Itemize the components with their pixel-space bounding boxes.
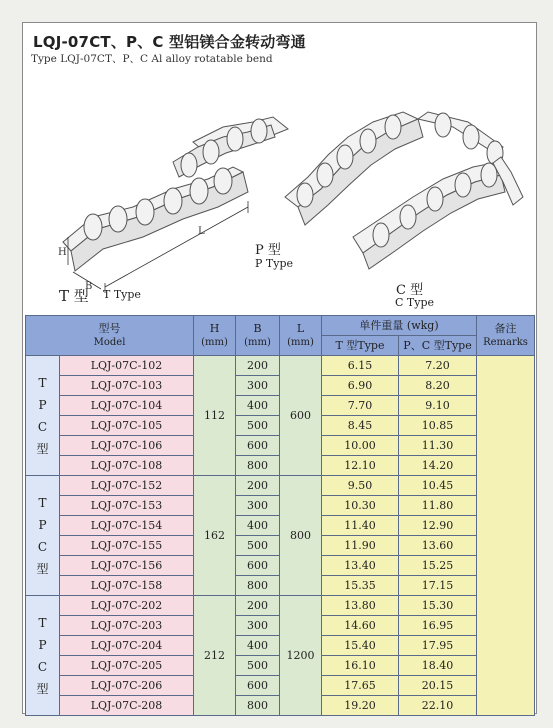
pc-weight-cell: 9.10: [399, 396, 477, 416]
pc-weight-cell: 10.85: [399, 416, 477, 436]
header-model: 型号 Model: [26, 316, 194, 356]
t-type-en-label: T Type: [103, 288, 141, 301]
t-weight-cell: 9.50: [322, 476, 399, 496]
table-row: [26, 356, 535, 376]
pc-weight-cell: 7.20: [399, 356, 477, 376]
b-cell: 300: [236, 376, 280, 396]
table-row: [26, 596, 535, 616]
pc-weight-cell: 17.95: [399, 636, 477, 656]
model-cell: LQJ-07C-104: [60, 396, 194, 416]
t-weight-cell: 19.20: [322, 696, 399, 716]
model-cell: LQJ-07C-105: [60, 416, 194, 436]
b-cell: 400: [236, 516, 280, 536]
model-cell: LQJ-07C-203: [60, 616, 194, 636]
t-weight-cell: 12.10: [322, 456, 399, 476]
dim-b-label: B: [85, 281, 93, 292]
spec-table: [25, 315, 535, 716]
model-cell: LQJ-07C-204: [60, 636, 194, 656]
model-cell: LQJ-07C-152: [60, 476, 194, 496]
pc-weight-cell: 16.95: [399, 616, 477, 636]
pc-weight-cell: 11.30: [399, 436, 477, 456]
b-cell: 600: [236, 676, 280, 696]
model-cell: LQJ-07C-208: [60, 696, 194, 716]
p-type-en-label: P Type: [255, 257, 294, 270]
model-cell: LQJ-07C-102: [60, 356, 194, 376]
b-cell: 200: [236, 356, 280, 376]
b-cell: 600: [236, 436, 280, 456]
b-cell: 500: [236, 416, 280, 436]
model-cell: LQJ-07C-155: [60, 536, 194, 556]
pc-weight-cell: 17.15: [399, 576, 477, 596]
model-cell: LQJ-07C-154: [60, 516, 194, 536]
pc-weight-cell: 10.45: [399, 476, 477, 496]
l-cell: 1200: [280, 596, 322, 716]
h-cell: 112: [194, 356, 236, 476]
h-cell: 162: [194, 476, 236, 596]
header-t-type: T 型Type: [322, 336, 399, 356]
c-type-en-label: C Type: [395, 296, 435, 309]
t-weight-cell: 16.10: [322, 656, 399, 676]
pc-weight-cell: 12.90: [399, 516, 477, 536]
h-cell: 212: [194, 596, 236, 716]
type-char: T: [38, 375, 47, 390]
model-cell: LQJ-07C-158: [60, 576, 194, 596]
product-illustration: [23, 67, 536, 317]
remarks-cell: [477, 356, 535, 716]
type-char: C: [37, 419, 48, 434]
t-weight-cell: 7.70: [322, 396, 399, 416]
b-cell: 400: [236, 396, 280, 416]
bend-drawing: [23, 67, 536, 317]
b-cell: 800: [236, 576, 280, 596]
t-weight-cell: 14.60: [322, 616, 399, 636]
header-remarks: 备注 Remarks: [477, 316, 535, 356]
pc-weight-cell: 13.60: [399, 536, 477, 556]
header-weight: 单件重量 (wkg): [322, 316, 477, 336]
dim-h-label: H: [58, 247, 67, 258]
page-title: LQJ-07CT、P、C 型铝镁合金转动弯通: [33, 33, 306, 51]
c-type-cn-label: C 型: [396, 283, 424, 298]
type-char: C: [37, 539, 48, 554]
b-cell: 500: [236, 536, 280, 556]
b-cell: 300: [236, 616, 280, 636]
t-weight-cell: 6.90: [322, 376, 399, 396]
dim-l-label: L: [198, 226, 205, 237]
t-type-cn-label: T 型: [59, 287, 89, 305]
t-weight-cell: 11.90: [322, 536, 399, 556]
pc-weight-cell: 14.20: [399, 456, 477, 476]
type-char: 型: [36, 561, 49, 576]
t-weight-cell: 17.65: [322, 676, 399, 696]
t-weight-cell: 10.30: [322, 496, 399, 516]
spec-table-body: [26, 356, 535, 716]
type-char: 型: [36, 441, 49, 456]
b-cell: 200: [236, 476, 280, 496]
header-l: L (mm): [280, 316, 322, 356]
pc-weight-cell: 18.40: [399, 656, 477, 676]
b-cell: 800: [236, 456, 280, 476]
type-char: T: [38, 495, 47, 510]
t-weight-cell: 15.35: [322, 576, 399, 596]
b-cell: 300: [236, 496, 280, 516]
b-cell: 500: [236, 656, 280, 676]
t-weight-cell: 13.80: [322, 596, 399, 616]
l-cell: 800: [280, 476, 322, 596]
t-weight-cell: 11.40: [322, 516, 399, 536]
model-cell: LQJ-07C-108: [60, 456, 194, 476]
pc-weight-cell: 15.30: [399, 596, 477, 616]
type-group-cell: [26, 356, 60, 476]
t-weight-cell: 15.40: [322, 636, 399, 656]
t-weight-cell: 13.40: [322, 556, 399, 576]
model-cell: LQJ-07C-103: [60, 376, 194, 396]
t-weight-cell: 6.15: [322, 356, 399, 376]
b-cell: 800: [236, 696, 280, 716]
model-cell: LQJ-07C-153: [60, 496, 194, 516]
type-group-cell: [26, 476, 60, 596]
pc-weight-cell: 20.15: [399, 676, 477, 696]
pc-weight-cell: 22.10: [399, 696, 477, 716]
type-group-cell: [26, 596, 60, 716]
type-char: P: [38, 517, 47, 532]
model-cell: LQJ-07C-156: [60, 556, 194, 576]
b-cell: 400: [236, 636, 280, 656]
type-char: P: [38, 397, 47, 412]
p-type-cn-label: P 型: [255, 243, 281, 258]
c-type-bend: [353, 157, 523, 269]
b-cell: 200: [236, 596, 280, 616]
pc-weight-cell: 11.80: [399, 496, 477, 516]
pc-weight-cell: 15.25: [399, 556, 477, 576]
type-char: 型: [36, 681, 49, 696]
l-cell: 600: [280, 356, 322, 476]
model-cell: LQJ-07C-106: [60, 436, 194, 456]
header-b: B (mm): [236, 316, 280, 356]
t-weight-cell: 10.00: [322, 436, 399, 456]
table-row: [26, 476, 535, 496]
header-pc-type: P、C 型Type: [399, 336, 477, 356]
b-cell: 600: [236, 556, 280, 576]
model-cell: LQJ-07C-206: [60, 676, 194, 696]
t-weight-cell: 8.45: [322, 416, 399, 436]
model-cell: LQJ-07C-205: [60, 656, 194, 676]
pc-weight-cell: 8.20: [399, 376, 477, 396]
catalog-card: [22, 22, 537, 714]
page-subtitle: Type LQJ-07CT、P、C Al alloy rotatable bend: [31, 53, 273, 65]
type-char: P: [38, 637, 47, 652]
model-cell: LQJ-07C-202: [60, 596, 194, 616]
header-h: H (mm): [194, 316, 236, 356]
type-char: T: [38, 615, 47, 630]
type-char: C: [37, 659, 48, 674]
